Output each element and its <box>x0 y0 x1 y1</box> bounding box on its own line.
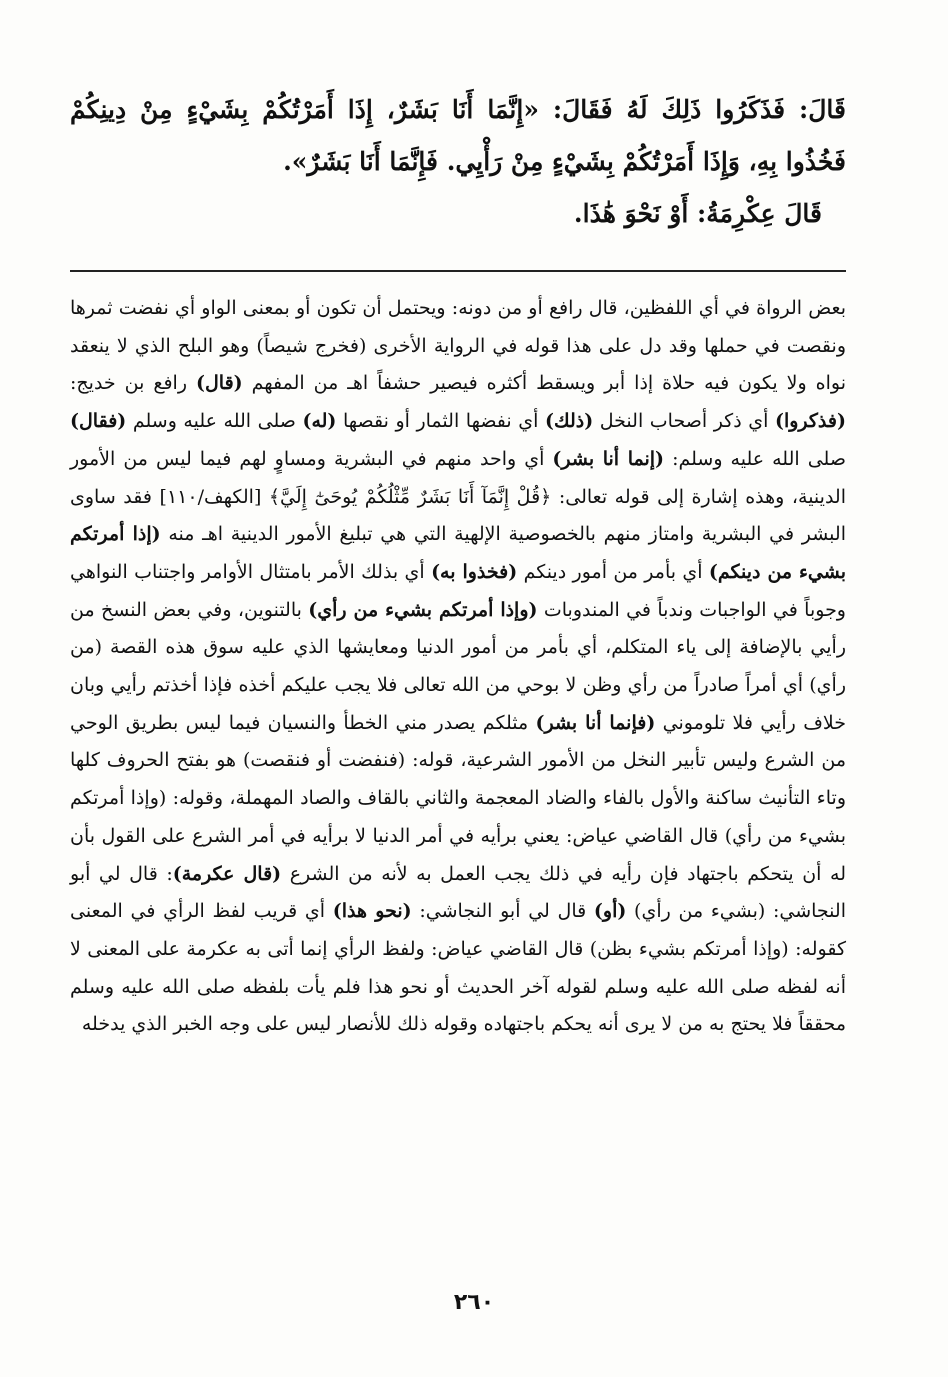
commentary-keyword: (قال) <box>196 372 243 395</box>
commentary-keyword: (فإنما أنا بشر) <box>535 711 656 734</box>
commentary-text <box>70 290 846 1044</box>
commentary-segment: أي واحد منهم في البشرية ومساوٍ لهم فيما ليس من الأمور الدينية، وهذه إشارة إلى قوله تعالى: ﴿قُلْ إِنَّمَآ أَنَا بَشَرٌ مِّثْلُكُمْ يُوحَىٰٓ إِلَيَّ﴾ [الكهف/١١٠] فقد ساوى البشر في البشرية وامتاز منهم بالخصوصية الإلهية التي هي تبليغ الأمور الدينية اهـ منه <box>70 447 846 546</box>
commentary-segment: أي بذلك الأمر بامتثال الأوامر واجتناب النواهي وجوباً في الواجبات وندباً في المندوبات <box>70 560 846 621</box>
hadith-text <box>70 84 846 240</box>
commentary-segment: مثلكم يصدر مني الخطأ والنسيان فيما ليس بطريق الوحي من الشرع وليس تأبير النخل من الأمور الشرعية، قوله: (فنفضت أو فنقصت) هو بفتح الحروف كلها وتاء التأنيث ساكنة والأول بالفاء والضاد المعجمة والثاني بالقاف والصاد المهملة، وقوله: (وإذا أمرتكم بشيء من رأي) قال القاضي عياض: يعني برأيه في أمر الدنيا لا برأيه في أمر الشرع على القول بأن له أن يتحكم باجتهاد فإن رأيه في ذلك يجب العمل به لأنه من الشرع <box>70 711 846 885</box>
hadith-line-1: قَالَ: فَذَكَرُوا ذَلِكَ لَهُ فَقَالَ: «إِنَّمَا أَنَا بَشَرٌ، إِذَا أَمَرْتُكُمْ بِشَيْءٍ مِنْ دِينِكُمْ فَخُذُوا بِهِ، وَإِذَا أَمَرْتُكُمْ بِشَيْءٍ مِنْ رَأْيِي. فَإِنَّمَا أَنَا بَشَرٌ». <box>70 95 846 176</box>
commentary-segment: بالتنوين، وفي بعض النسخ من رأيي بالإضافة إلى ياء المتكلم، أي بأمر من أمور الدنيا ومعايشها الذي عليه سوق هذه القصة (من رأي) أي أمراً صادراً من رأي وظن لا بوحي من الله تعالى فلا يجب عليكم أخذه فإذا أخذتم رأيي وبان خلاف رأيي فلا تلوموني <box>70 598 846 734</box>
commentary-keyword: (وإذا أمرتكم بشيء من رأي) <box>308 598 538 621</box>
commentary-segment: صلى الله عليه وسلم: <box>664 447 846 470</box>
commentary-keyword: (قال عكرمة) <box>172 862 282 885</box>
commentary-segment: أي بأمر من أمور دينكم <box>517 560 709 583</box>
commentary-segment: بعض الرواة في أي اللفظين، قال رافع أو من دونه: ويحتمل أن تكون أو بمعنى الواو أي نفضت ثمرها ونقصت في حملها وقد دل على هذا قوله في الرواية الأخرى (فخرج شيصاً) وهو البلح الذي لا ينعقد نواه ولا يكون فيه حلاة إذا أبر ويسقط أكثره فيصير حشفاً اهـ من المفهم <box>70 297 846 395</box>
commentary-segment: صلى الله عليه وسلم <box>126 410 303 433</box>
commentary-paragraph <box>70 290 846 1044</box>
commentary-segment: قال لي أبو النجاشي: <box>411 900 594 923</box>
commentary-segment: أي قريب لفظ الرأي في المعنى كقوله: (وإذا أمرتكم بشيء بظن) قال القاضي عياض: ولفظ الرأي إنما أتى به عكرمة على المعنى لا أنه لفظه صلى الله عليه وسلم لقوله آخر الحديث أو نحو هذا فلم يأت بلفظه صلى الله عليه وسلم محققاً فلا يحتج به من لا يرى أنه يحكم باجتهاده وقوله ذلك للأنصار ليس على وجه الخبر الذي يدخله <box>70 900 846 1036</box>
commentary-keyword: (إنما أنا بشر) <box>552 447 665 470</box>
commentary-keyword: (له) <box>302 410 337 433</box>
commentary-keyword: (فخذوا به) <box>431 560 518 583</box>
commentary-keyword: (إذا أمرتكم بشيء من دينكم) <box>70 523 847 583</box>
commentary-segment: أي نفضها الثمار أو نقصها <box>336 410 545 433</box>
commentary-segment: : قال لي أبو النجاشي: (بشيء من رأي) <box>70 862 846 923</box>
commentary-segment: أي ذكر أصحاب النخل <box>593 410 775 433</box>
commentary-keyword: (فذكروا) <box>774 410 846 433</box>
footnote-separator <box>70 270 846 272</box>
page-number: ٢٦٠ <box>453 1290 495 1315</box>
commentary-keyword: (أو) <box>593 900 627 923</box>
hadith-line-2: قَالَ عِكْرِمَةُ: أَوْ نَحْوَ هَٰذَا. <box>573 199 822 228</box>
commentary-keyword: (فقال) <box>70 410 127 433</box>
commentary-segment: رافع بن خديج: <box>70 372 196 395</box>
commentary-keyword: (ذلك) <box>544 410 594 433</box>
commentary-keyword: (نحو هذا) <box>332 900 412 923</box>
